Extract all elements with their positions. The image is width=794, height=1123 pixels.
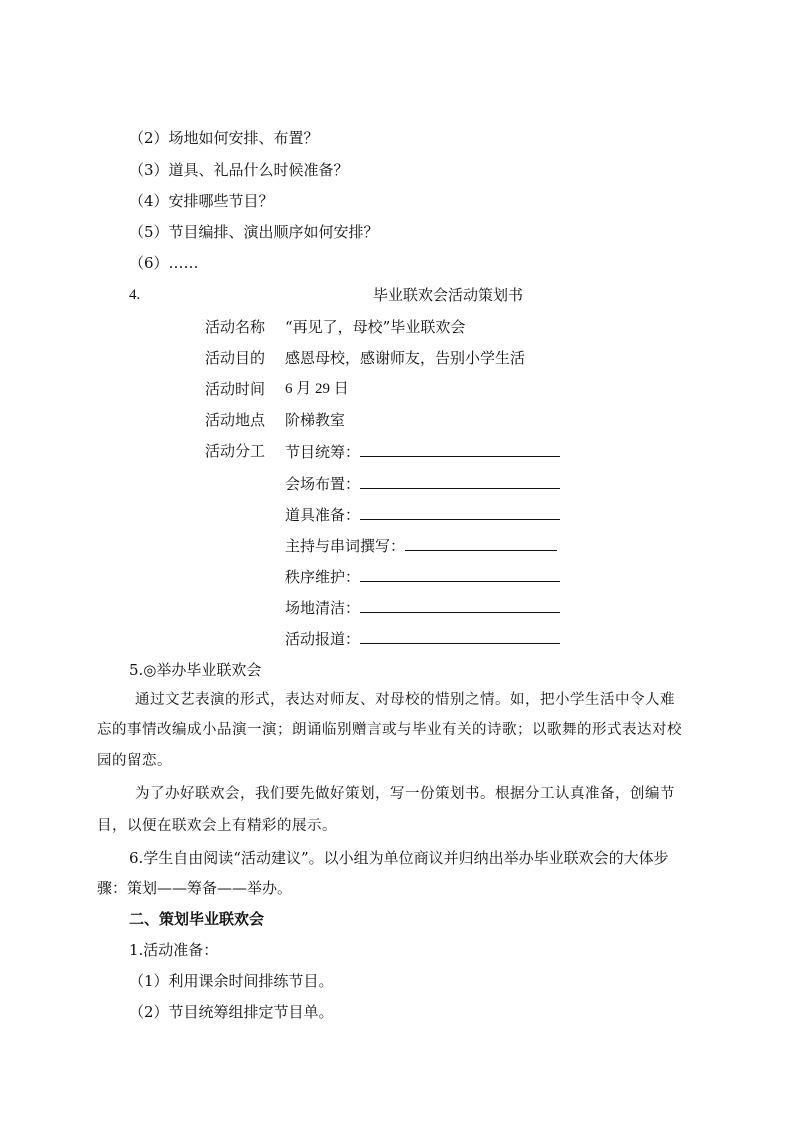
division-role: 秩序维护：	[285, 568, 361, 586]
question-item: （3）道具、礼品什么时候准备？	[129, 161, 349, 179]
plan-row-label: 活动目的	[205, 349, 266, 367]
section-heading: 二、策划毕业联欢会	[129, 910, 265, 928]
division-label: 活动分工	[205, 442, 266, 460]
division-role: 会场布置：	[285, 475, 361, 493]
division-role: 道具准备：	[285, 506, 361, 524]
division-role: 节目统筹：	[285, 443, 361, 461]
question-item: （5）节目编排、演出顺序如何安排？	[129, 223, 379, 241]
plan-title: 毕业联欢会活动策划书	[373, 286, 524, 304]
plan-row-value: 阶梯教室	[285, 411, 346, 429]
paragraph-line: 忘的事情改编成小品演一演；朗诵临别赠言或与毕业有关的诗歌；以歌舞的形式表达对校	[97, 722, 682, 738]
fill-in-blank[interactable]	[360, 504, 560, 520]
item6-line: 骤：策划——筹备——举办。	[97, 879, 293, 897]
division-item	[285, 628, 560, 649]
division-item	[285, 441, 560, 462]
division-item	[285, 566, 560, 587]
fill-in-blank[interactable]	[360, 628, 560, 644]
paragraph-line: 为了办好联欢会，我们要先做好策划，写一份策划书。根据分工认真准备，创编节	[135, 786, 675, 802]
list-item: （2）节目统筹组排定节目单。	[129, 1003, 334, 1021]
paragraph-line: 园的留恋。	[97, 753, 172, 769]
plan-row-label: 活动名称	[205, 318, 266, 336]
fill-in-blank[interactable]	[405, 535, 557, 551]
division-role: 活动报道：	[285, 630, 361, 648]
question-item: （2）场地如何安排、布置？	[129, 129, 319, 147]
plan-row-value: 6 月 29 日	[285, 381, 349, 397]
fill-in-blank[interactable]	[360, 566, 560, 582]
division-item	[285, 535, 557, 556]
division-role: 场地清洁：	[285, 599, 361, 617]
plan-row-label: 活动时间	[205, 380, 266, 398]
paragraph-line: 目，以便在联欢会上有精彩的展示。	[97, 818, 337, 834]
division-item	[285, 504, 560, 525]
item5-heading: 5.◎举办毕业联欢会	[129, 661, 262, 679]
fill-in-blank[interactable]	[360, 597, 560, 613]
division-item	[285, 473, 560, 494]
plan-row-label: 活动地点	[205, 411, 266, 429]
plan-row-value: 感恩母校，感谢师友，告别小学生活	[285, 349, 526, 367]
plan-row-value: “再见了，母校”毕业联欢会	[285, 318, 466, 336]
question-item: （4）安排哪些节目？	[129, 192, 274, 210]
section-subheading: 1.活动准备：	[129, 941, 219, 959]
division-role: 主持与串词撰写：	[285, 537, 406, 555]
plan-number: 4.	[129, 287, 141, 303]
fill-in-blank[interactable]	[360, 441, 560, 457]
question-item: （6）……	[129, 254, 199, 272]
fill-in-blank[interactable]	[360, 473, 560, 489]
list-item: （1）利用课余时间排练节目。	[129, 972, 334, 990]
division-item	[285, 597, 560, 618]
item6-line: 6.学生自由阅读“活动建议”。以小组为单位商议并归纳出举办毕业联欢会的大体步	[129, 849, 669, 867]
paragraph-line: 通过文艺表演的形式，表达对师友、对母校的惜别之情。如，把小学生活中令人难	[135, 692, 675, 708]
